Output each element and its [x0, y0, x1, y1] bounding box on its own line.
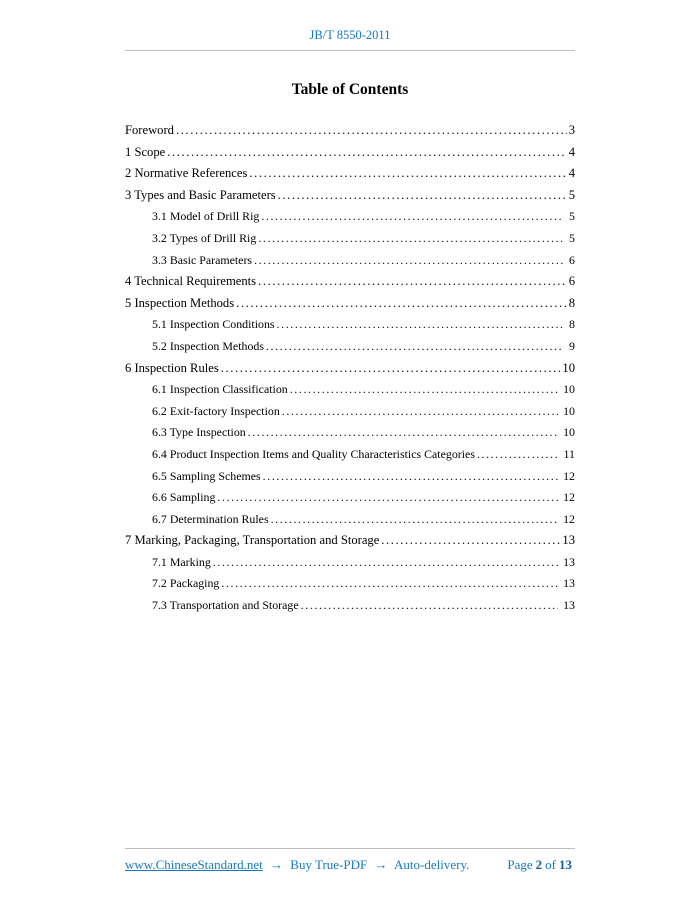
toc-entry-page: 4 — [568, 166, 575, 181]
footer-row — [125, 857, 575, 873]
toc-entry-label: 1 Scope — [125, 144, 166, 159]
toc-entry-page: 10 — [562, 360, 575, 375]
toc-leader-dots — [261, 209, 564, 224]
toc-entry-page: 5 — [568, 187, 575, 202]
toc-entry-label: 6.7 Determination Rules — [152, 511, 269, 526]
toc-entry[interactable] — [125, 209, 575, 224]
toc-leader-dots — [213, 555, 558, 570]
toc-entry-label: 3.1 Model of Drill Rig — [152, 209, 260, 224]
toc-entry[interactable] — [125, 166, 575, 181]
toc-entry[interactable] — [125, 555, 575, 570]
toc-entry[interactable] — [125, 145, 575, 160]
toc-leader-dots — [258, 231, 564, 246]
toc-leader-dots — [290, 382, 558, 397]
toc-entry-label: 7 Marking, Packaging, Transportation and Storage — [125, 533, 380, 548]
toc-entry-label: 2 Normative References — [125, 166, 248, 181]
toc-entry-page: 4 — [568, 144, 575, 159]
toc-entry[interactable] — [125, 296, 575, 311]
toc-leader-dots — [167, 145, 566, 160]
arrow-icon: → — [270, 857, 284, 872]
buy-pdf-text: Buy True-PDF — [290, 857, 368, 872]
toc-entry[interactable] — [125, 425, 575, 440]
toc-entry-page: 5 — [569, 230, 575, 245]
of-word: of — [545, 857, 556, 872]
toc-entry-page: 12 — [563, 511, 575, 526]
toc-leader-dots — [278, 188, 567, 203]
current-page-number: 2 — [535, 857, 543, 872]
page-footer — [125, 848, 575, 873]
page-indicator — [507, 857, 575, 873]
toc-entry[interactable] — [125, 188, 575, 203]
toc-leader-dots — [263, 469, 558, 484]
page-content — [125, 0, 575, 620]
toc-leader-dots — [282, 404, 558, 419]
toc-leader-dots — [217, 490, 558, 505]
toc-entry-label: 3.3 Basic Parameters — [152, 252, 253, 267]
toc-entry-label: 6.2 Exit-factory Inspection — [152, 403, 280, 418]
toc-leader-dots — [271, 512, 559, 527]
website-link[interactable]: www.ChineseStandard.net — [125, 857, 263, 872]
toc-entry-label: 3.2 Types of Drill Rig — [152, 230, 257, 245]
toc-entry-label: 5 Inspection Methods — [125, 295, 235, 310]
delivery-text: Auto-delivery. — [394, 857, 470, 872]
toc-entry-label: Foreword — [125, 123, 174, 137]
toc-leader-dots — [258, 274, 567, 289]
toc-entry-page: 8 — [568, 295, 575, 310]
doc-number: JB/T 8550-2011 — [309, 28, 391, 42]
toc-leader-dots — [248, 425, 558, 440]
toc-entry-label: 6.4 Product Inspection Items and Quality Characteristics Categories — [152, 446, 475, 461]
toc-list — [125, 123, 575, 613]
toc-title: Table of Contents — [291, 81, 409, 98]
toc-entry-page: 5 — [569, 209, 575, 224]
toc-entry[interactable] — [125, 512, 575, 527]
toc-entry-label: 7.1 Marking — [152, 554, 211, 569]
toc-leader-dots — [236, 296, 567, 311]
toc-entry[interactable] — [125, 598, 575, 613]
toc-entry-label: 6.1 Inspection Classification — [152, 382, 288, 397]
footer-rule — [125, 848, 575, 849]
toc-entry[interactable] — [125, 533, 575, 548]
toc-entry-page: 8 — [569, 317, 575, 332]
toc-entry-page: 10 — [563, 425, 575, 440]
toc-leader-dots — [277, 317, 565, 332]
toc-entry[interactable] — [125, 382, 575, 397]
header-rule — [125, 50, 575, 51]
toc-leader-dots — [381, 533, 560, 548]
toc-entry-page: 13 — [563, 576, 575, 591]
toc-entry[interactable] — [125, 404, 575, 419]
toc-leader-dots — [301, 598, 558, 613]
toc-leader-dots — [249, 166, 566, 181]
toc-entry[interactable] — [125, 231, 575, 246]
toc-entry-page: 11 — [563, 446, 575, 461]
total-page-number: 13 — [559, 857, 572, 872]
toc-entry-label: 4 Technical Requirements — [125, 274, 257, 289]
toc-entry-page: 13 — [563, 598, 575, 613]
toc-entry-label: 7.2 Packaging — [152, 576, 220, 591]
toc-entry[interactable] — [125, 123, 575, 138]
footer-promo — [125, 857, 469, 873]
toc-entry-page: 13 — [563, 554, 575, 569]
doc-header — [125, 0, 575, 43]
toc-entry-page: 13 — [562, 533, 575, 548]
toc-leader-dots — [221, 361, 561, 376]
toc-entry-page: 6 — [568, 274, 575, 289]
arrow-icon: → — [374, 857, 388, 872]
toc-entry[interactable] — [125, 576, 575, 591]
toc-leader-dots — [266, 339, 564, 354]
toc-entry-label: 6.3 Type Inspection — [152, 425, 246, 440]
toc-entry[interactable] — [125, 447, 575, 462]
toc-entry-page: 10 — [563, 403, 575, 418]
toc-entry-page: 9 — [569, 338, 575, 353]
toc-entry[interactable] — [125, 339, 575, 354]
toc-entry-label: 6.5 Sampling Schemes — [152, 468, 261, 483]
toc-entry-page: 6 — [569, 252, 575, 267]
toc-entry-label: 5.1 Inspection Conditions — [152, 317, 275, 332]
toc-entry[interactable] — [125, 317, 575, 332]
toc-entry-label: 6 Inspection Rules — [125, 360, 219, 375]
page-word: Page — [507, 857, 533, 872]
toc-entry-label: 3 Types and Basic Parameters — [125, 187, 276, 202]
toc-entry[interactable] — [125, 469, 575, 484]
toc-entry[interactable] — [125, 490, 575, 505]
toc-entry-label: 5.2 Inspection Methods — [152, 338, 264, 353]
toc-entry[interactable] — [125, 253, 575, 268]
toc-leader-dots — [254, 253, 564, 268]
toc-leader-dots — [477, 447, 559, 462]
toc-leader-dots — [176, 123, 567, 138]
toc-entry-page: 3 — [568, 123, 575, 137]
toc-entry-label: 7.3 Transportation and Storage — [152, 598, 299, 613]
toc-entry[interactable] — [125, 361, 575, 376]
toc-leader-dots — [221, 576, 558, 591]
toc-entry[interactable] — [125, 274, 575, 289]
toc-entry-page: 12 — [563, 490, 575, 505]
toc-entry-page: 12 — [563, 468, 575, 483]
toc-entry-label: 6.6 Sampling — [152, 490, 216, 505]
toc-entry-page: 10 — [563, 382, 575, 397]
